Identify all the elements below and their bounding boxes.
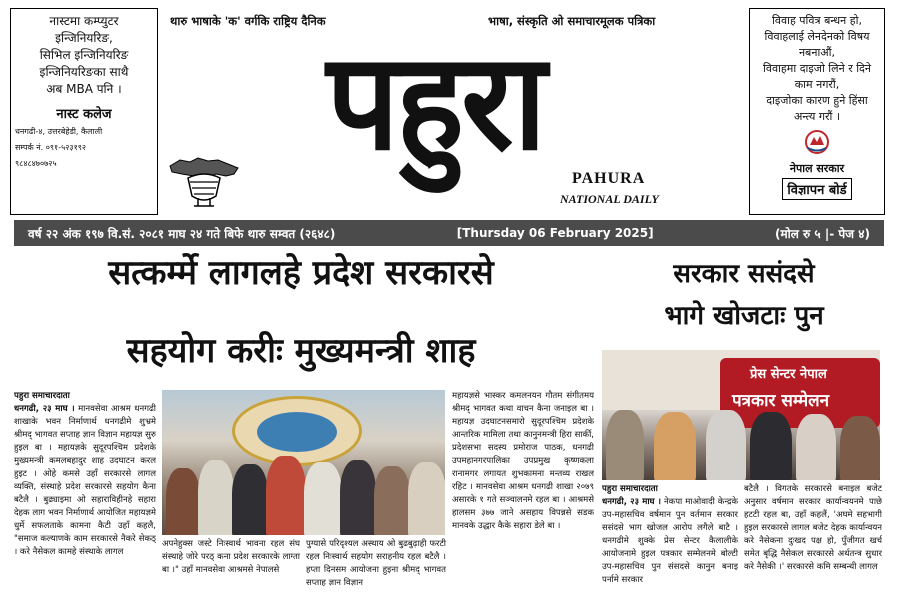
masthead-en-sub: NATIONAL DAILY <box>560 192 659 206</box>
article1-dateline: धनगढी, २३ माघ । <box>14 404 75 414</box>
ad-left-line: सिभिल इन्जिनियरिङ <box>39 48 129 62</box>
ad-right-line: नबनाऔं, <box>798 46 836 59</box>
ad-left-line: अब MBA पनि । <box>46 82 122 96</box>
article1-photo <box>162 390 445 535</box>
article1-caption1: अपनेहुक्स जस्टे निःस्वार्थ भावना रहल संघ संस्थाहे जोरे परठ् कना प्रदेश सरकारके लाग्ता बा ।" उहाँ मानवसेवा आश्रमसे नेपालसे <box>162 539 300 575</box>
ad-left-college: नास्ट कलेज <box>56 107 112 122</box>
ad-left-line: नास्टमा कम्प्युटर <box>49 14 119 28</box>
article2-col2: बटैलै । विगतके सरकारसे बनाइल बजेट अनुसार वर्षमान सरकार कार्यान्वयनमे पाछे हटटी रहल बा, उहाँ कहलैं, 'अघमे सहभागी हुइल सरकारसे लागल बजेट देहक कार्यान्वयन करे नैसेकना दुःखद पक्ष हो, पुँजीगत खर्च समेत बृद्धि नैसेकल सरकारसे अर्थतन्त्र सुधार करे नैसेकी ।' सरकारसे कमि सम्बन्धी लागल <box>744 484 882 572</box>
press-banner-title: पत्रकार सम्मेलन <box>732 391 830 411</box>
article2-photo <box>602 350 880 480</box>
ad-right-line: विवाह पवित्र बन्धन हो, <box>772 14 862 27</box>
issue-volume: वर्ष २२ अंक १९७ वि.सं. २०८१ माघ २४ गते बिफे थारु सम्वत (२६४८) <box>28 226 336 241</box>
tagline-left: थारु भाषाके 'क' वर्गकि राष्ट्रिय दैनिक <box>170 14 326 28</box>
main-headline-line1: सत्कर्म्मे लागलहे प्रदेश सरकारसे <box>108 253 494 293</box>
side-headline-line2: भागे खोजटाः पुन <box>664 301 824 331</box>
article1-caption2: पुग्यासे परिदृश्यल अस्थाय ओ बुढबुढ़ाही फरटी रहल निःस्वार्थ सहयोग सराहनीय रहल बटैलै । हप्ता दिनसम आयोजना हुइना श्रीमद् भागवत सप्ताह ज्ञान विज्ञान <box>306 539 446 588</box>
issue-date-en: [Thursday 06 February 2025] <box>456 226 654 240</box>
side-headline-line1: सरकार ससंदसे <box>673 259 815 289</box>
press-banner-org: प्रेस सेन्टर नेपाल <box>750 367 827 382</box>
article1-col1 <box>14 390 156 595</box>
article2-body: नेकपा माओवादी केन्द्रके उप-महासचिव वर्षमान पुन वर्तमान सरकार ससंदसे भाग खोजल आरोप लगैले बाटै । धनगढीमे शुक्के प्रेस सेन्टर कैलालीके आयोजनामे हुइल पत्रकार सम्मेलनमे बोल्टी उप-महासचिव पुन संसदसे कानुन बनाइ पर्नामे सरकार <box>602 497 738 585</box>
ad-right-org: नेपाल सरकार <box>789 162 845 175</box>
ad-right-box <box>749 8 885 215</box>
ad-left-line: इन्जिनियरिङका साथै <box>39 65 129 79</box>
government-emblem-icon <box>802 129 832 155</box>
article2-col1 <box>602 483 738 595</box>
article1-byline: पहुरा समाचारदाता <box>14 391 70 401</box>
nepal-map-logo-icon <box>168 152 240 210</box>
article2-dateline: धनगढी, २३ माघ । <box>602 497 661 507</box>
ad-left-address: धनगढी-४, उत्तरबेहेडी, कैलाली <box>15 127 103 136</box>
masthead-title: पहुरा <box>326 24 544 181</box>
info-bar <box>14 220 884 246</box>
article2-byline: पहुरा समाचारदाता <box>602 484 658 494</box>
tagline-right: भाषा, संस्कृति ओ समाचारमूलक पत्रिका <box>488 14 656 28</box>
masthead-en: PAHURA <box>572 170 646 187</box>
ad-left-phone2: ९८४८४७०७२५ <box>15 159 57 168</box>
article1-col3: महायज्ञसे भास्कर कमलनयन गौतम संगीतमय श्रीमद् भागवत कथा वाचन कैना जनाइल बा । महायज्ञ उदघाटनसमारो सुदूरपश्चिम प्रदेशके आन्तरिक मामिला तथा कानुनमन्त्री हिरा सार्की, प्रदेशसभा सदस्य प्रमोराज पाठक, धनगढी उपमहानगरपालिका उपप्रमुख कृष्णकला रानामगर लगायत शुभकामना मन्तव्य राखल रहिट । मानवसेवा आश्रम धनगढी शाखा २०७९ असारके १ गते सञ्चालनमे रहल बा । आश्रमसे हालसम ३७७ जाने असहाय विपन्नसे सडक मानवके उद्धार कैके सहारा डेले बा । <box>452 391 594 531</box>
ad-right-line: अन्त्य गरौं । <box>793 110 841 123</box>
issue-price: (मोल रु ५ |- पेज ४) <box>774 226 870 241</box>
ad-right-line: काम नगरौं, <box>794 78 840 91</box>
ad-left-box <box>10 8 158 215</box>
ad-right-line: विवाहलाई लेनदेनको विषय <box>764 30 870 43</box>
ad-left-line: इन्जिनियरिङ, <box>55 31 113 45</box>
ad-right-line: दाइजोका कारण हुने हिंसा <box>766 94 868 107</box>
ad-right-board: विज्ञापन बोर्ड <box>782 178 851 200</box>
ad-left-phone: सम्पर्क नं. ०९१-५२३१९२ <box>15 143 87 152</box>
article1-body: मानवसेवा आश्रम धनगढी शाखाके भवन निर्माणार्थ धनगढीमे शुभ्रमे श्रीमद् भागवत सप्ताह ज्ञान विज्ञान महायज्ञ सुरु हुइल बा । महायज्ञके सुदूरपश्चिम प्रदेशके मुख्यमन्त्री कमलबहादुर शाह उदघाटन करल हुइट । ओहे कमसे उहाँ सरकारसे लागल व्यक्ति, संस्थाहे प्रदेश सरकारसे सहयोग कैना बटैलै । बुढ्याइमा ओ सहाराविहीनहे सहारा देहक लाग भवन निर्माणार्थ आयोजित महायज्ञमे धुर्मे सफलताके कामना कैटी उहाँ कहलै, "समाज कल्याणके काम सरकारसे नैकरे सेकठ् । करे नैसेकल कामहे संस्थाके लागल <box>14 404 156 557</box>
main-headline-line2: सहयोग करीः मुख्यमन्त्री शाह <box>126 331 476 371</box>
ad-right-line: विवाहमा दाइजो लिने र दिने <box>763 62 871 75</box>
